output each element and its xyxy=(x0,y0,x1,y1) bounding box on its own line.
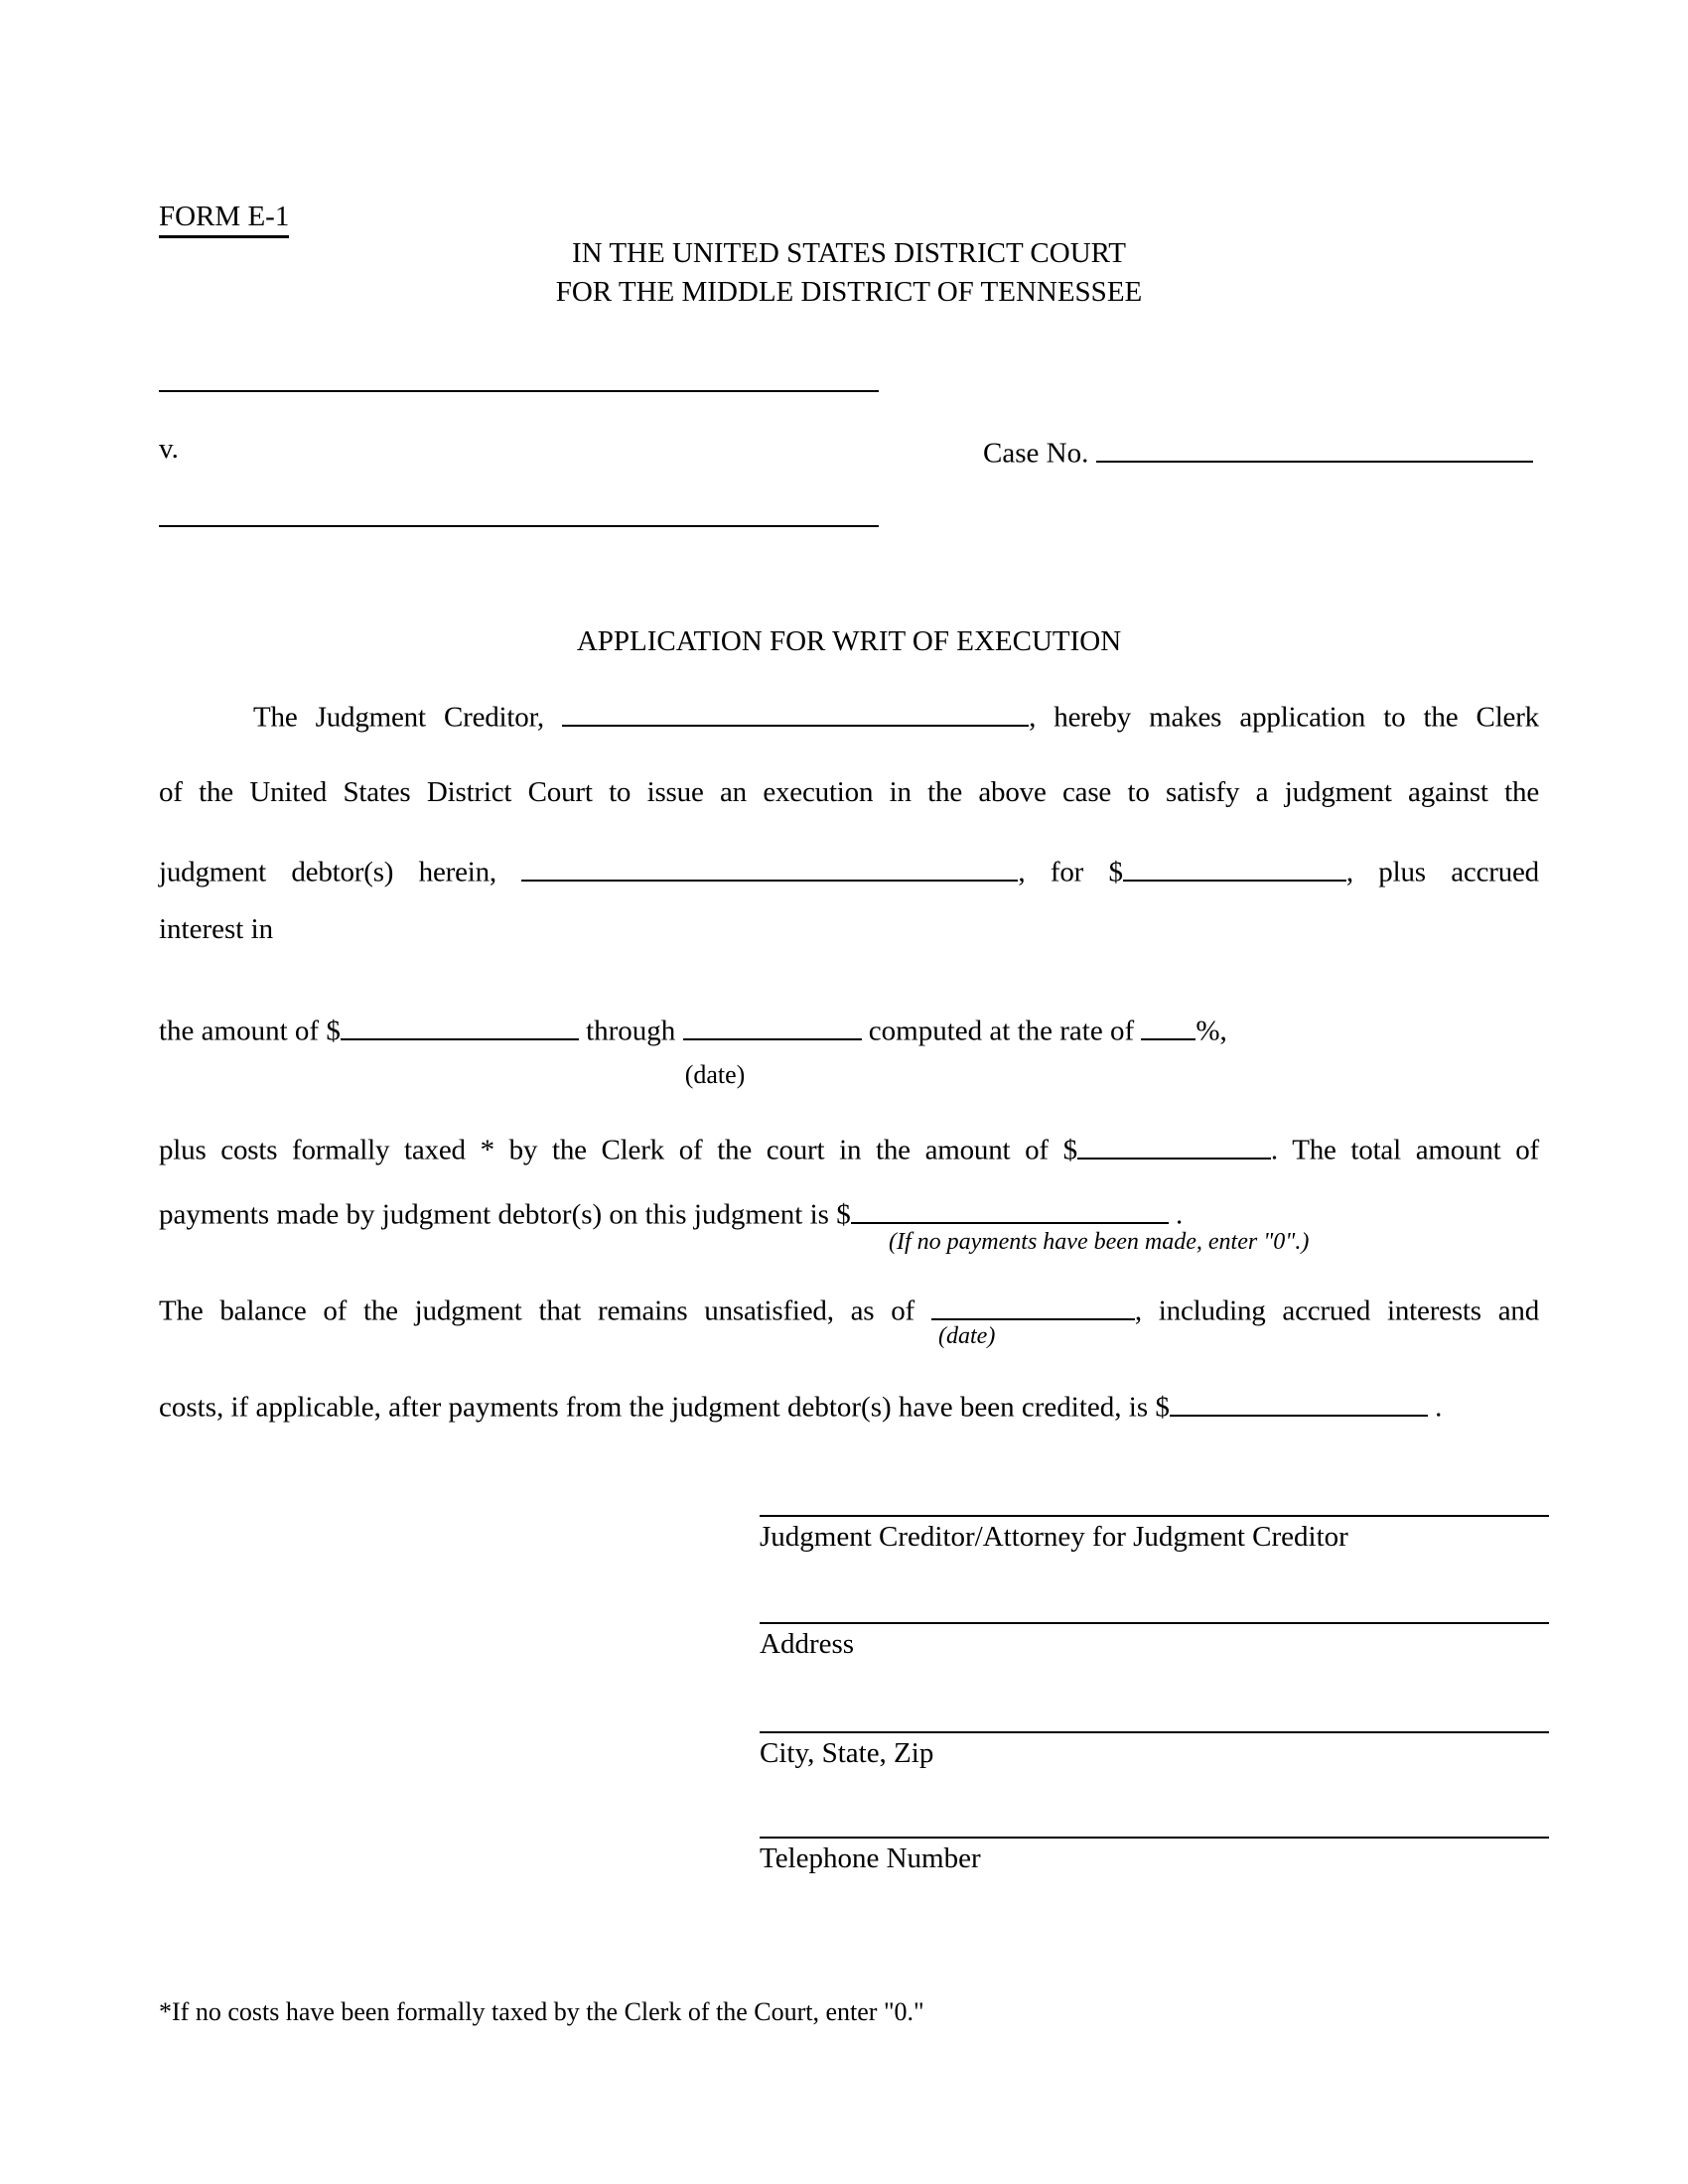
body-line1-text-post: , hereby makes application to the Clerk xyxy=(1029,701,1539,734)
court-name-line2: FOR THE MIDDLE DISTRICT OF TENNESSEE xyxy=(555,276,1143,308)
body-line8-text-post: , including accrued interests and xyxy=(1134,1295,1539,1327)
body-line-9 xyxy=(159,1387,1539,1425)
body-line5-text-mid: through xyxy=(586,1015,676,1047)
judgment-creditor-name-field[interactable] xyxy=(562,697,1029,727)
body-line5-text-end: %, xyxy=(1196,1015,1227,1047)
balance-date-field[interactable] xyxy=(931,1291,1135,1320)
case-number-label: Case No. xyxy=(983,437,1089,470)
body-line-3 xyxy=(159,852,1539,889)
date-hint-1: (date) xyxy=(684,1060,746,1089)
court-name-line1: IN THE UNITED STATES DISTRICT COURT xyxy=(572,237,1126,269)
form-number-text: FORM E-1 xyxy=(159,201,289,238)
telephone-line-label: Telephone Number xyxy=(760,1843,981,1874)
case-number-group xyxy=(983,433,1533,471)
body-line5-text-post: computed at the rate of xyxy=(868,1015,1135,1047)
signature-line[interactable] xyxy=(760,1515,1549,1517)
body-line7-text-end: . xyxy=(1175,1198,1184,1231)
date-hint-2: (date) xyxy=(938,1323,996,1349)
address-line[interactable] xyxy=(760,1622,1549,1624)
accrued-interest-amount-field[interactable] xyxy=(341,1011,579,1040)
interest-rate-field[interactable] xyxy=(1141,1011,1196,1040)
form-number xyxy=(159,201,289,238)
plaintiff-name-line[interactable] xyxy=(159,390,879,392)
body-line6-text-post: . The total amount of xyxy=(1270,1134,1539,1166)
judgment-debtor-name-field[interactable] xyxy=(521,852,1018,882)
city-state-zip-line[interactable] xyxy=(760,1731,1549,1733)
body-line3-text-pre: judgment debtor(s) herein, xyxy=(159,856,496,888)
address-line-label: Address xyxy=(760,1628,855,1660)
total-payments-field[interactable] xyxy=(851,1194,1169,1224)
body-line9-text-end: . xyxy=(1435,1391,1443,1424)
body-line3-text-mid: , for $ xyxy=(1018,856,1123,888)
body-line3-text-post: , plus accrued xyxy=(1345,856,1539,888)
body-line-1 xyxy=(159,697,1539,735)
body-line8-text-pre: The balance of the judgment that remains unsatisfied, as of xyxy=(159,1295,915,1327)
judgment-amount-field[interactable] xyxy=(1123,852,1346,882)
body-line-8 xyxy=(159,1291,1539,1328)
body-line-4: interest in xyxy=(159,913,274,945)
body-line5-text-pre: the amount of $ xyxy=(159,1015,341,1047)
signature-line-label: Judgment Creditor/Attorney for Judgment Creditor xyxy=(760,1521,1348,1553)
footnote: *If no costs have been formally taxed by the Clerk of the Court, enter "0." xyxy=(159,1997,924,2026)
telephone-line[interactable] xyxy=(760,1837,1549,1839)
unsatisfied-balance-field[interactable] xyxy=(1170,1387,1428,1417)
body-line-6 xyxy=(159,1130,1539,1167)
body-line-2: of the United States District Court to issue an execution in the above case to satisfy a judgment against the xyxy=(159,776,1539,808)
costs-amount-field[interactable] xyxy=(1077,1130,1271,1160)
interest-through-date-field[interactable] xyxy=(683,1011,862,1040)
no-payments-note: (If no payments have been made, enter "0".) xyxy=(889,1229,1310,1255)
body-line6-text-pre: plus costs formally taxed * by the Clerk of the court in the amount of $ xyxy=(159,1134,1077,1166)
body-line-5 xyxy=(159,1011,1539,1048)
body-line1-text-pre: The Judgment Creditor, xyxy=(253,701,544,734)
city-state-zip-label: City, State, Zip xyxy=(760,1737,934,1769)
body-line9-text-pre: costs, if applicable, after payments from the judgment debtor(s) have been credited, is $ xyxy=(159,1391,1170,1424)
body-line7-text-pre: payments made by judgment debtor(s) on this judgment is $ xyxy=(159,1198,851,1231)
court-heading xyxy=(159,234,1539,312)
defendant-name-line[interactable] xyxy=(159,525,879,527)
case-number-field[interactable] xyxy=(1096,433,1533,463)
body-line-7 xyxy=(159,1194,1539,1232)
versus-label: v. xyxy=(159,433,179,465)
document-title: APPLICATION FOR WRIT OF EXECUTION xyxy=(576,625,1122,657)
